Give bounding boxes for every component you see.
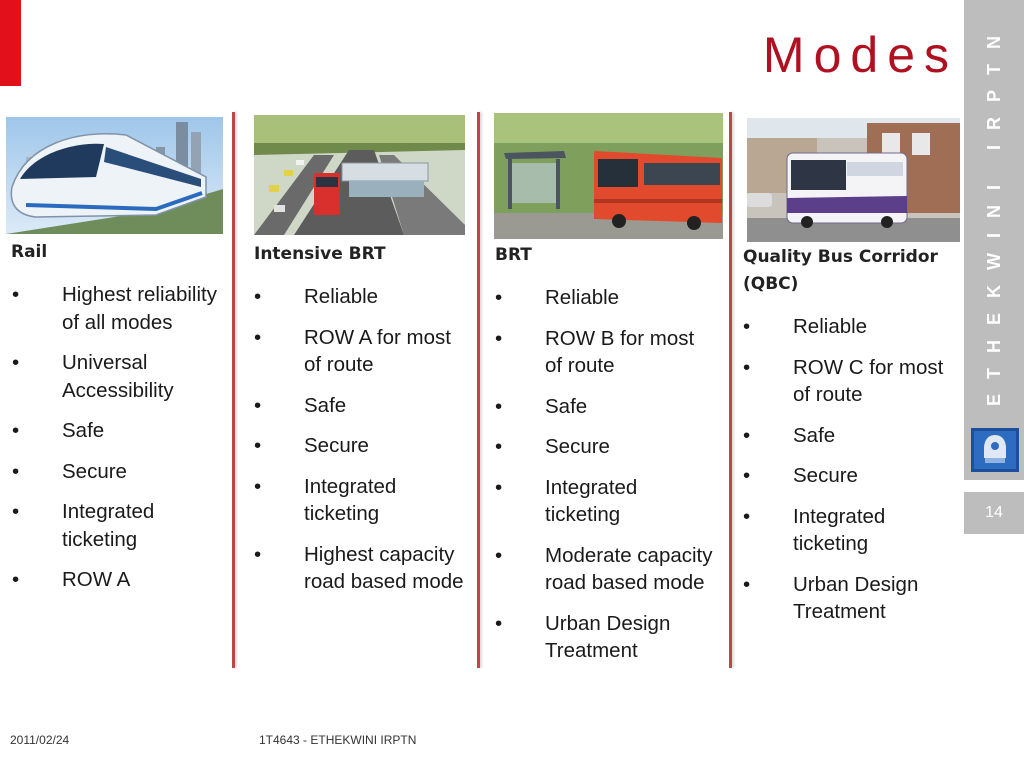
feature-item: • Safe (254, 393, 347, 417)
feature-item: • Secure (254, 434, 369, 457)
feature-text: Urban Design Treatment (545, 611, 671, 662)
feature-item: • Highest reliability of all modes (12, 283, 217, 334)
feature-item: • Universal Accessibility (12, 351, 174, 402)
feature-text: Moderate capacity road based mode (545, 543, 713, 594)
side-label (964, 8, 1024, 418)
feature-text: Safe (545, 394, 588, 418)
slide-title: Modes (762, 27, 958, 83)
feature-text: Reliable (304, 285, 379, 308)
feature-item: • ROW A (12, 568, 131, 591)
feature-item: • Safe (12, 419, 105, 442)
feature-text: Universal Accessibility (62, 351, 174, 402)
feature-item: • Integrated ticketing (254, 474, 397, 525)
feature-item: • Urban Design Treatment (743, 572, 919, 623)
mode-title: Intensive BRT (254, 244, 386, 264)
feature-item: • Integrated ticketing (743, 504, 886, 555)
feature-item: • Moderate capacity road based mode (495, 543, 713, 594)
feature-text: Safe (793, 423, 836, 447)
feature-text: Reliable (793, 315, 868, 338)
brt-station-icon (254, 115, 465, 235)
feature-item: • Reliable (254, 285, 379, 308)
feature-text: ROW C for most of route (793, 355, 944, 406)
feature-item: • ROW A for most of route (254, 325, 451, 376)
feature-item: • Secure (495, 435, 610, 458)
feature-text: Secure (304, 434, 369, 457)
bus-icon (747, 118, 960, 242)
feature-text: Integrated ticketing (793, 504, 886, 555)
feature-text: ROW B for most of route (545, 326, 695, 377)
feature-list (743, 313, 958, 639)
mode-title: Quality Bus Corridor (QBC) (743, 247, 938, 294)
feature-text: Highest capacity road based mode (304, 542, 464, 593)
feature-item: • Safe (743, 423, 836, 447)
feature-text: Secure (545, 435, 610, 458)
column-divider (729, 112, 732, 668)
feature-text: Highest reliability of all modes (62, 283, 217, 334)
feature-item: • Secure (743, 464, 858, 487)
feature-text: Integrated ticketing (62, 500, 155, 551)
feature-text: Secure (793, 464, 858, 487)
column-divider (477, 112, 480, 668)
feature-item: • ROW B for most of route (495, 326, 695, 377)
feature-text: Integrated ticketing (545, 475, 638, 526)
feature-item: • Reliable (495, 286, 620, 309)
feature-text: ROW A (62, 568, 131, 591)
page-number: 14 (964, 492, 1024, 534)
feature-list (254, 283, 469, 609)
column-divider (232, 112, 235, 668)
feature-item: • Integrated ticketing (495, 475, 638, 526)
footer-date: 2011/02/24 (10, 733, 70, 747)
feature-text: Secure (62, 459, 127, 483)
articulated-bus-icon (494, 113, 723, 239)
feature-item: • Highest capacity road based mode (254, 542, 464, 593)
train-icon (6, 117, 223, 234)
feature-text: ROW A for most of route (304, 325, 451, 376)
feature-text: Safe (304, 393, 347, 417)
feature-item: • Integrated ticketing (12, 500, 155, 551)
feature-item: • ROW C for most of route (743, 355, 944, 406)
footer-reference: 1T4643 - ETHEKWINI IRPTN (259, 733, 417, 747)
feature-item: • Secure (12, 459, 127, 483)
feature-text: Urban Design Treatment (793, 572, 919, 623)
mode-title: BRT (495, 245, 532, 265)
city-seal-icon (971, 428, 1019, 472)
feature-item: • Reliable (743, 315, 868, 338)
side-label-text: ETHEKWINI IRPTN (983, 20, 1004, 406)
feature-text: Reliable (545, 286, 620, 309)
feature-item: • Safe (495, 394, 588, 418)
feature-list (12, 281, 217, 607)
feature-text: Safe (62, 419, 105, 442)
feature-item: • Urban Design Treatment (495, 611, 671, 662)
feature-text: Integrated ticketing (304, 474, 397, 525)
mode-title: Rail (11, 242, 48, 262)
feature-list (495, 284, 715, 678)
red-corner-tab (0, 0, 21, 86)
